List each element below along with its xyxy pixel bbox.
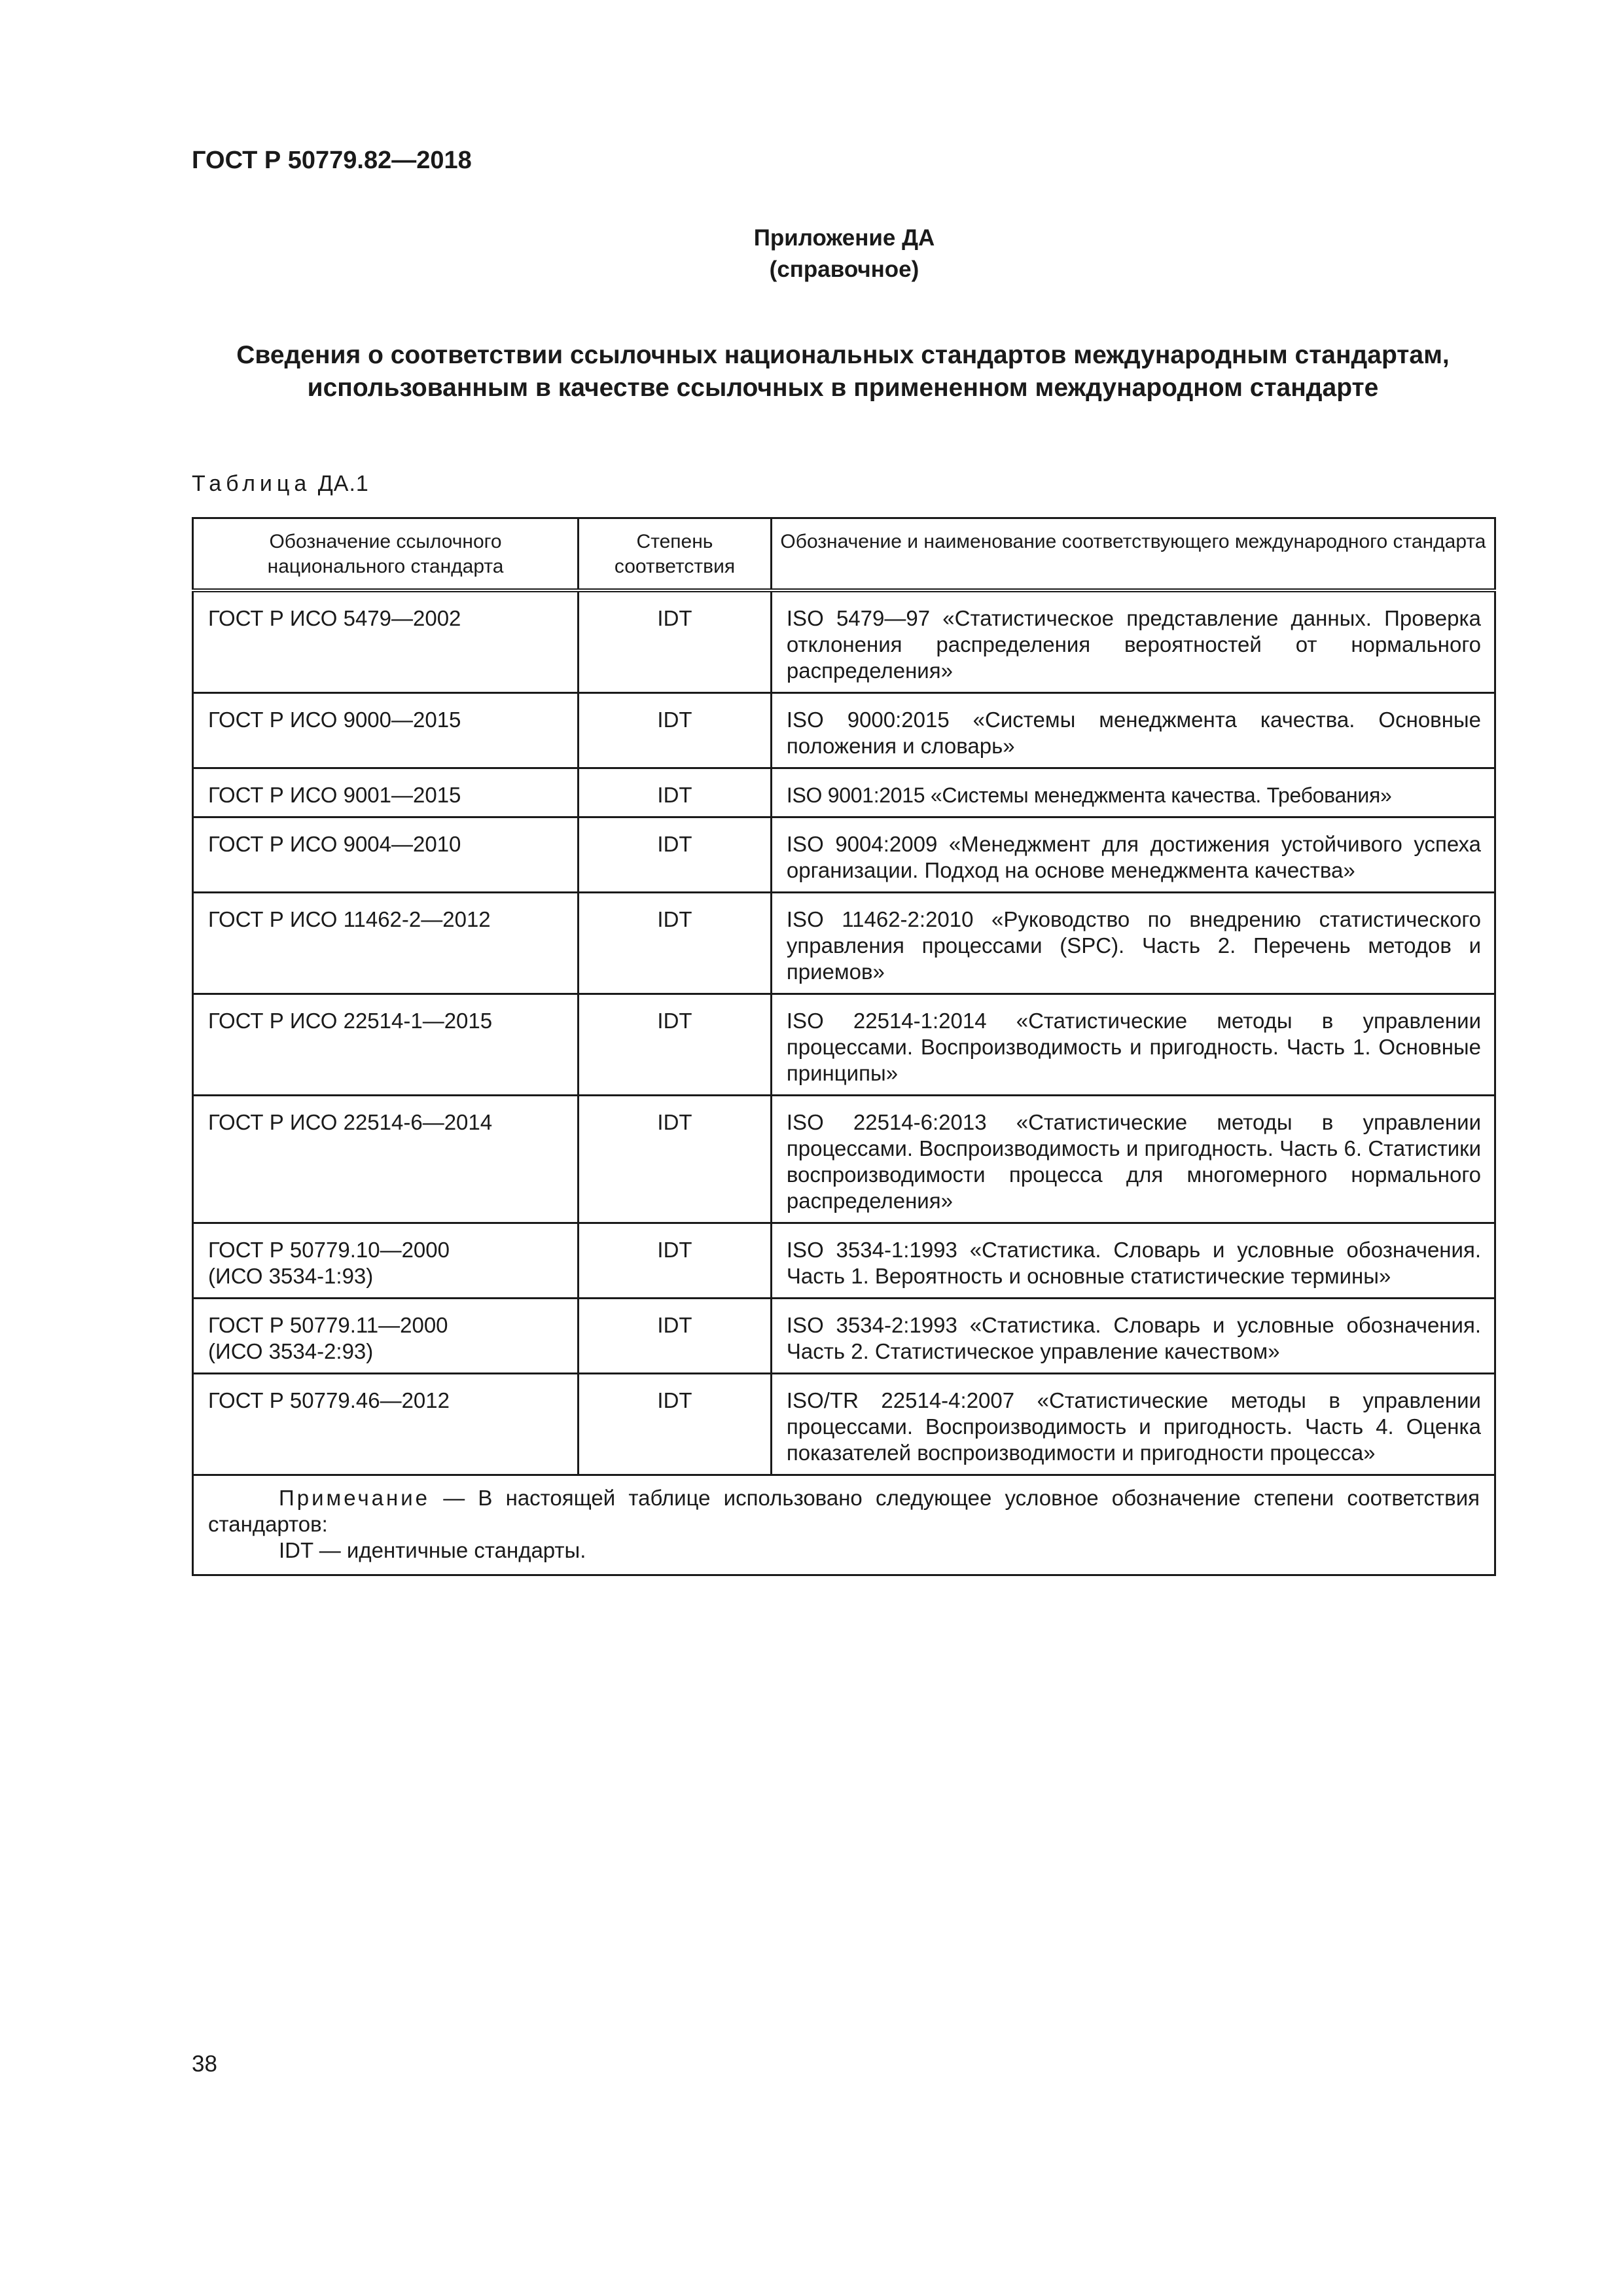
header-national-standard: Обозначение ссылочного национального стандарта xyxy=(193,518,579,591)
international-standard-cell: ISO 9001:2015 «Системы менеджмента качества. Требования» xyxy=(771,768,1495,817)
degree-cell: IDT xyxy=(579,817,772,893)
page-number: 38 xyxy=(192,2051,217,2077)
table-header-row xyxy=(193,518,1495,591)
degree-cell: IDT xyxy=(579,590,772,693)
appendix-title: Приложение ДА xyxy=(753,225,935,251)
section-title xyxy=(192,339,1494,404)
table-row xyxy=(193,590,1495,693)
document-code: ГОСТ Р 50779.82—2018 xyxy=(192,147,472,174)
note-text: — В настоящей таблице использовано следующее условное обозначение степени соответствия стандартов: xyxy=(208,1486,1480,1536)
international-standard-cell: ISO 9000:2015 «Системы менеджмента качества. Основные положения и словарь» xyxy=(771,693,1495,768)
international-standard-cell: ISO 11462-2:2010 «Руководство по внедрению статистического управления процессами (SPC). Часть 2. Перечень методов и приемов» xyxy=(771,893,1495,994)
international-standard-cell: ISO 3534-1:1993 «Статистика. Словарь и условные обозначения. Часть 1. Вероятность и основные статистические термины» xyxy=(771,1223,1495,1299)
table-row xyxy=(193,1223,1495,1299)
table-row xyxy=(193,1374,1495,1475)
national-standard-cell: ГОСТ Р 50779.46—2012 xyxy=(193,1374,579,1475)
international-standard-cell: ISO/TR 22514-4:2007 «Статистические методы в управлении процессами. Воспроизводимость и пригодность. Часть 4. Оценка показателей воспроизводимости и пригодности процесса» xyxy=(771,1374,1495,1475)
table-row xyxy=(193,994,1495,1096)
degree-cell: IDT xyxy=(579,768,772,817)
international-standard-cell: ISO 9004:2009 «Менеджмент для достижения устойчивого успеха организации. Подход на основе менеджмента качества» xyxy=(771,817,1495,893)
national-standard-code: ГОСТ Р 50779.11—2000 xyxy=(208,1313,448,1337)
header-international-standard: Обозначение и наименование соответствующего международного стандарта xyxy=(771,518,1495,591)
national-standard-cell: ГОСТ Р ИСО 9000—2015 xyxy=(193,693,579,768)
national-standard-cell: ГОСТ Р ИСО 22514-1—2015 xyxy=(193,994,579,1096)
degree-cell: IDT xyxy=(579,893,772,994)
appendix-heading xyxy=(0,223,1623,285)
table-label-number: ДА.1 xyxy=(317,471,369,496)
note-label: Примечание xyxy=(279,1486,431,1510)
table-row xyxy=(193,1096,1495,1223)
note-legend: IDT — идентичные стандарты. xyxy=(279,1538,586,1562)
international-standard-cell: ISO 22514-6:2013 «Статистические методы в управлении процессами. Воспроизводимость и пригодность. Часть 6. Статистики воспроизводимости процесса для многомерного нормального распределения» xyxy=(771,1096,1495,1223)
national-standard-iso-ref: (ИСО 3534-1:93) xyxy=(208,1264,374,1288)
table-row xyxy=(193,1299,1495,1374)
degree-cell: IDT xyxy=(579,693,772,768)
degree-cell: IDT xyxy=(579,994,772,1096)
international-standard-cell: ISO 3534-2:1993 «Статистика. Словарь и условные обозначения. Часть 2. Статистическое управление качеством» xyxy=(771,1299,1495,1374)
table-row xyxy=(193,768,1495,817)
section-title-line-1: Сведения о соответствии ссылочных национальных стандартов международным стандартам, xyxy=(236,341,1450,369)
national-standard-cell: ГОСТ Р ИСО 11462-2—2012 xyxy=(193,893,579,994)
header-degree: Степень соответствия xyxy=(579,518,772,591)
standards-table xyxy=(192,517,1496,1576)
table-row xyxy=(193,817,1495,893)
national-standard-cell: ГОСТ Р ИСО 22514-6—2014 xyxy=(193,1096,579,1223)
table-note xyxy=(193,1475,1495,1575)
appendix-subtitle: (справочное) xyxy=(769,257,919,282)
table-label xyxy=(192,471,369,497)
international-standard-cell: ISO 22514-1:2014 «Статистические методы в управлении процессами. Воспроизводимость и пригодность. Часть 1. Основные принципы» xyxy=(771,994,1495,1096)
national-standard-cell xyxy=(193,1223,579,1299)
national-standard-cell: ГОСТ Р ИСО 9001—2015 xyxy=(193,768,579,817)
table-row xyxy=(193,693,1495,768)
national-standard-cell: ГОСТ Р ИСО 9004—2010 xyxy=(193,817,579,893)
national-standard-code: ГОСТ Р 50779.10—2000 xyxy=(208,1238,450,1262)
national-standard-cell xyxy=(193,1299,579,1374)
table-row xyxy=(193,893,1495,994)
degree-cell: IDT xyxy=(579,1299,772,1374)
degree-cell: IDT xyxy=(579,1374,772,1475)
table-note-row xyxy=(193,1475,1495,1575)
note-paragraph xyxy=(208,1485,1480,1537)
table-label-word: Таблица xyxy=(192,471,312,496)
national-standard-cell: ГОСТ Р ИСО 5479—2002 xyxy=(193,590,579,693)
international-standard-cell: ISO 5479—97 «Статистическое представление данных. Проверка отклонения распределения вероятностей от нормального распределения» xyxy=(771,590,1495,693)
degree-cell: IDT xyxy=(579,1096,772,1223)
national-standard-iso-ref: (ИСО 3534-2:93) xyxy=(208,1339,374,1363)
degree-cell: IDT xyxy=(579,1223,772,1299)
section-title-line-2: использованным в качестве ссылочных в примененном международном стандарте xyxy=(307,374,1379,402)
